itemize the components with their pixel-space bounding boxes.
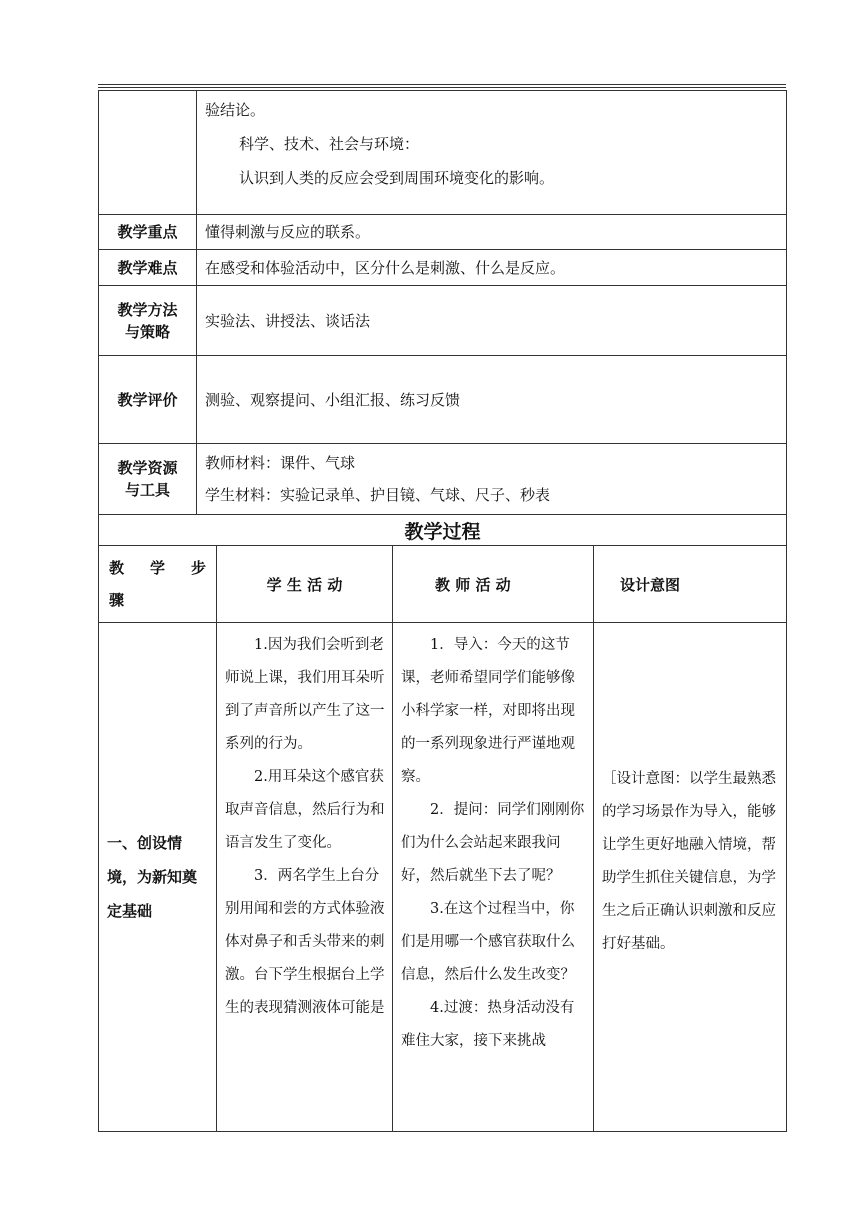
continuation-line-3: 认识到人类的反应会受到周围环境变化的影响。 [239,169,555,187]
methods-label [99,286,197,356]
focus-row [99,215,787,250]
step-header-char-3: 步 [190,559,206,577]
teacher-activity-3: 3.在这个过程当中，你们是用哪一个感官获取什么信息，然后什么发生改变？ [401,901,575,983]
step-header-char-1: 教 [109,559,125,577]
student-activity-header: 学 生 活 动 [217,546,393,623]
resources-label [99,444,197,515]
teacher-activities [393,623,594,1132]
student-activity-3: 3．两名学生上台分别用闻和尝的方式体验液体对鼻子和舌头带来的刺激。台下学生根据台上学生的表现猜测液体可能是 [225,868,385,1016]
continuation-line-1: 验结论。 [205,101,266,119]
header-rule [98,84,786,85]
step-header-last: 骤 [109,591,125,609]
student-activity-2: 2.用耳朵这个感官获取声音信息，然后行为和语言发生了变化。 [225,769,385,851]
objectives-continuation-row [99,91,787,215]
step-1-name [99,623,217,1132]
empty-label-cell [99,91,197,215]
process-header-row [99,546,787,623]
resources-value [197,444,787,515]
process-table [98,545,787,1132]
process-title: 教学过程 [99,515,787,546]
methods-row [99,286,787,356]
resources-label-line1: 教学资源 [117,459,178,477]
step-1-line1: 一、创设情 [107,834,183,852]
difficulty-label: 教学难点 [99,250,197,286]
evaluation-row [99,356,787,444]
lesson-info-table [98,90,787,546]
continuation-line-2: 科学、技术、社会与环境： [239,135,420,153]
step-header [99,546,217,623]
step-1-line3: 定基础 [107,902,153,920]
evaluation-label: 教学评价 [99,356,197,444]
resources-student: 学生材料：实验记录单、护目镜、气球、尺子、秒表 [205,486,551,504]
methods-label-line2: 与策略 [124,322,170,341]
student-activities [217,623,393,1132]
difficulty-value: 在感受和体验活动中，区分什么是刺激、什么是反应。 [197,250,787,286]
evaluation-value: 测验、观察提问、小组汇报、练习反馈 [197,356,787,444]
methods-label-line1: 教学方法 [117,300,178,319]
resources-row [99,444,787,515]
methods-value: 实验法、讲授法、谈话法 [197,286,787,356]
process-title-row [99,515,787,546]
teacher-activity-header: 教 师 活 动 [393,546,594,623]
step-header-char-2: 学 [149,559,165,577]
resources-teacher: 教师材料：课件、气球 [205,454,356,472]
focus-value: 懂得刺激与反应的联系。 [197,215,787,250]
student-activity-1: 1.因为我们会听到老师说上课，我们用耳朵听到了声音所以产生了这一系列的行为。 [225,637,385,752]
design-intent: ［设计意图：以学生最熟悉的学习场景作为导入，能够让学生更好地融入情境，帮助学生抓住关键信息，为学生之后正确认识刺激和反应打好基础。 [594,623,787,1132]
objectives-continuation [197,91,787,215]
teacher-activity-4: 4.过渡：热身活动没有难住大家，接下来挑战 [401,1000,575,1049]
header-rule-double [98,87,786,88]
step-1-line2: 境，为新知奠 [107,868,198,886]
difficulty-row [99,250,787,286]
teacher-activity-1: 1．导入：今天的这节课，老师希望同学们能够像小科学家一样，对即将出现的一系列现象进行严谨地观察。 [401,637,575,785]
resources-label-line2: 与工具 [124,481,170,499]
focus-label: 教学重点 [99,215,197,250]
teacher-activity-2: 2．提问：同学们刚刚你们为什么会站起来跟我问好，然后就坐下去了呢？ [401,802,585,884]
process-row-1 [99,623,787,1132]
design-intent-header: 设计意图 [594,546,787,623]
